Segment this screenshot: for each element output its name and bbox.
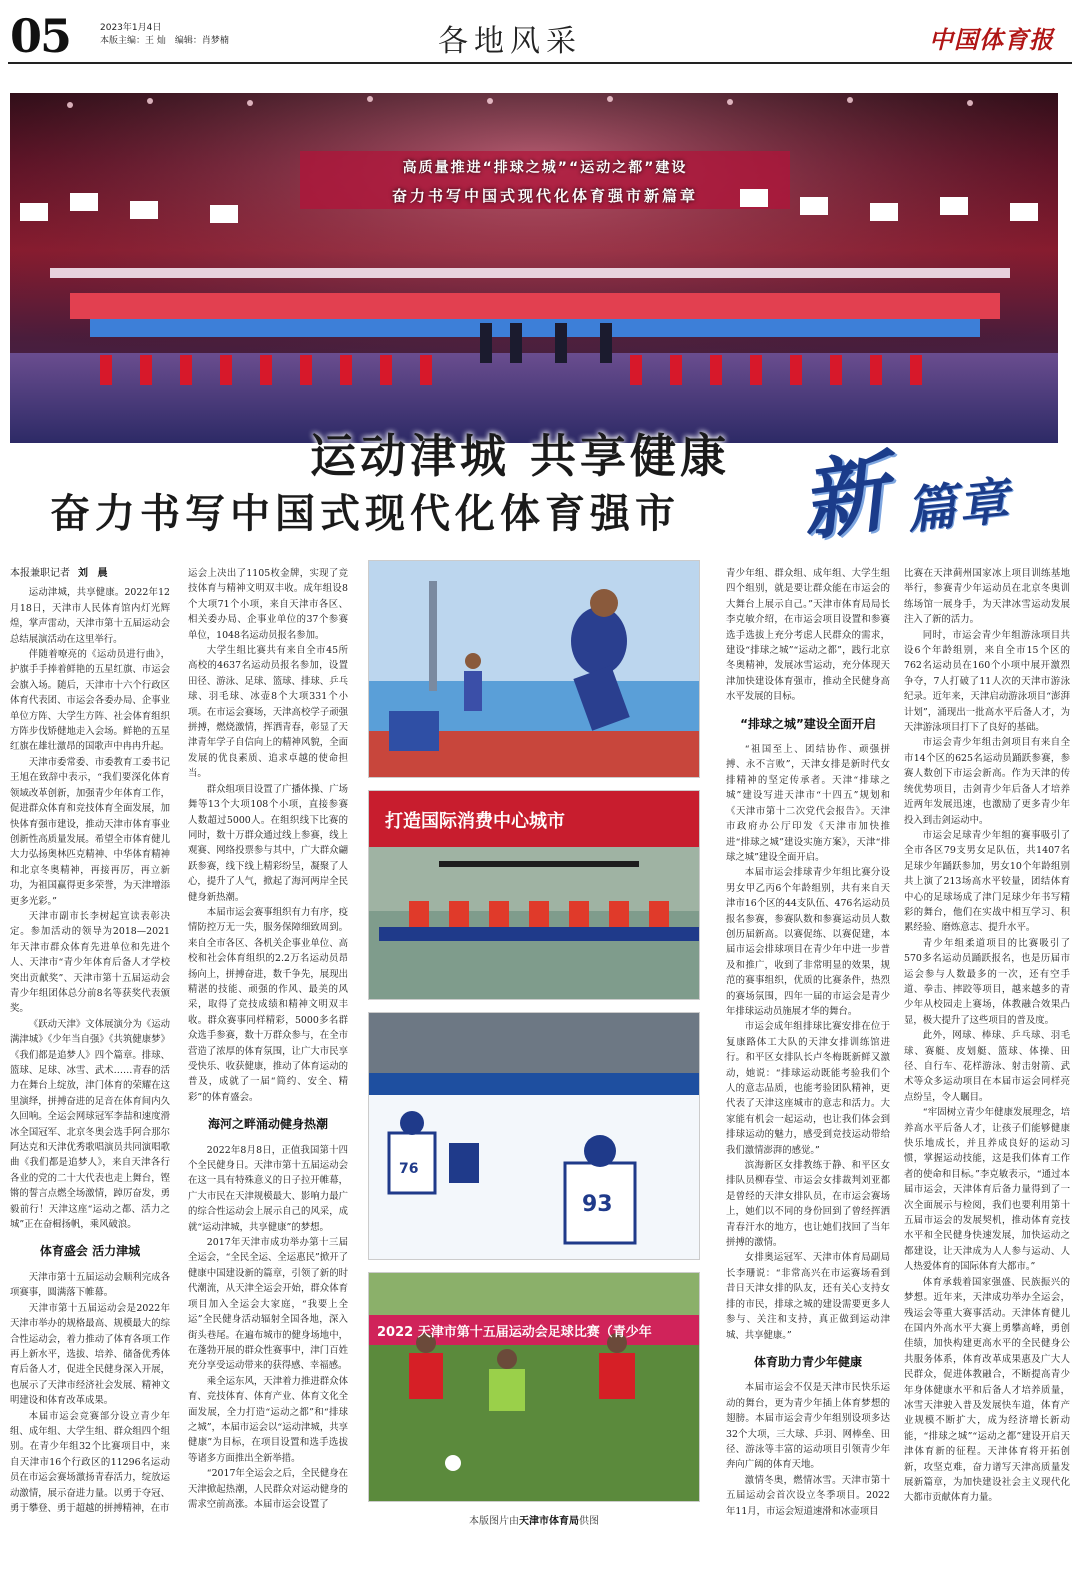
photo-football-banner: 2022 天津市第十五届运动会足球比赛（青少年 <box>377 1325 652 1340</box>
hero-banner <box>310 157 780 206</box>
photo-hockey-jersey-b: 93 <box>582 1192 613 1217</box>
headline-sub: 奋力书写中国式现代化体育强市 <box>50 491 680 537</box>
paragraph: “祖国至上、团结协作、顽强拼搏、永不言败”，天津女排是新时代女排精神的坚定传承者。天津“排球之城”建设写进天津市“十四五”规划和《天津市第十二次党代会报告》。天津市政府办公厅印发《天津市加快推进“排球之城”建设实施方案》，天津“排球之城”建设全面开启。 <box>726 744 890 863</box>
paragraph: “牢固树立青少年健康发展理念，培养高水平后备人才，让孩子们能够健康快乐地成长，并且养成良好的运动习惯，掌握运动技能，这是我们体育工作者的使命和目标。”李克敏表示，“通过本届市运会，天津体育后备力量得到了一次全面展示与检阅，我们也要利用第十五届市运会的发展契机，推动体育竞技水平和全民健身快速发展，加快运动之都建设，让天津成为人人参与运动、人人热爱体育的国际体育大都市。” <box>904 1107 1070 1273</box>
photo-ice-hockey-scene <box>369 1013 700 1260</box>
hero-photo <box>10 93 1058 443</box>
issue-editors: 本版主编：王 灿 编辑：肖梦楠 <box>100 36 229 46</box>
paragraph: 市运会成年组排球比赛安排在位于复康路体工大队的天津女排训练馆进行。和平区女排队长卢冬梅既新鲜又激动，她说：“排球运动既能考验我们个人的意志品质，也能考验团队精神，更代表了天津这座城市的意志和活力。大家能有机会一起运动，也让我们体会到排球运动的魅力，感受到竞技运动带给我们激情澎湃的感觉。” <box>726 1021 890 1156</box>
paragraph: 大学生组比赛共有来自全市45所高校的4637名运动员报名参加，设置田径、游泳、足球、篮球、排球、乒乓球、羽毛球、冰壶8个大项331个小项。在市运会赛场，天津高校学子顽强拼搏，燃烧激情，挥洒青春，彰显了天津青年学子自信向上的精神风貌，全面发展的优良素质、追求卓越的使命担当。 <box>188 645 348 780</box>
newspaper-logo: 中国体育报 <box>929 25 1054 54</box>
paragraph: 天津市副市长李树起宣读表彰决定。参加活动的领导为2018—2021年天津市群众体育先进单位和先进个人、天津市“青少年体育后备人才学校突出贡献奖”、天津市第十五届运动会青少年组团体总分前8名等获奖代表颁奖。 <box>10 910 170 1015</box>
paragraph: 激情冬奥，燃情冰雪。天津市第十五届运动会首次设立冬季项目。2022年11月，市运会短道速滑和冰壶项目 <box>726 1474 890 1517</box>
paragraph: 市运会青少年组击剑项目有来自全市14个区的625名运动员踊跃参赛，参赛人数创下市运会新高。作为天津的传统优势项目，击剑青少年后备人才培养近两年发展迅速，也激励了更多青少年投入到击剑运动中。 <box>904 737 1070 826</box>
hero-scene <box>10 93 1058 443</box>
photo-dragon-boat <box>368 790 700 1000</box>
paragraph: 《跃动天津》文体展演分为《运动满津城》《少年当自强》《共筑健康梦》《我们都是追梦人》四个篇章。排球、篮球、足球、冰雪、武术……青春的活力在舞台上绽放，津门体育的荣耀在这里演绎，拼搏奋进的足音在体育间内久久回响。全运会网球冠军李喆和速度滑冰全国冠军、北京冬奥会选手阿合那尔阿达克和天津优秀歌唱演员共同演唱歌曲《我们都是追梦人》，来自天津各行各业的党的二十大代表也走上舞台，铿锵的誓言点燃全场激情，踔厉奋发，勇毅前行！天津这座“运动之都、活力之城”正在奋楫扬帆，乘风破浪。 <box>10 1018 170 1231</box>
paragraph: 本届市运会赛事组织有力有序，疫情防控万无一失，服务保障细致周到。来自全市各区、各机关企事业单位、高校和社会体育组织的2.2万名运动员昂扬向上，拼搏奋进，数千争先，展现出精湛的技能、顽强的作风、最美的风采，取得了竞技成绩和精神文明双丰收。群众赛事同样精彩，5000多名群众选手参赛，数十万群众参与，在全市营造了浓厚的体育氛围，让广大市民享受快乐、收获健康，推动了体育运动的普及，成就了一届“简约、安全、精彩”的体育盛会。 <box>188 906 348 1103</box>
byline-author: 刘 晨 <box>78 568 111 579</box>
paragraph: 青少年组、群众组、成年组、大学生组四个组别，就是要让群众能在市运会的大舞台上展示自己。”天津市体育局局长李克敏介绍，在市运会项目设置和参赛选手选拔上充分考虑人民群众的需求，建设“排球之城”“运动之都”，践行北京冬奥精神，发展冰雪运动，充分体现天津加快建设体育强市，推动全民健身高水平发展的目标。 <box>726 568 890 703</box>
photo-relay-scene <box>369 561 700 778</box>
headline-art-char: 新 <box>794 441 894 554</box>
paragraph: 此外，网球、棒球、乒乓球、羽毛球、赛艇、皮划艇、篮球、体操、田径、自行车、花样游泳、射击射箭、武术等众多运动项目在本届市运会同样亮点纷呈，令人瞩目。 <box>904 1030 1070 1103</box>
hero-banner-line2: 奋力书写中国式现代化体育强市新篇章 <box>391 187 698 205</box>
paragraph: 本届市运会不仅是天津市民快乐运动的舞台，更为青少年插上体育梦想的翅膀。本届市运会青少年组别设项多达32个大项，三大球、乒羽、网棒垒、田径、游泳等丰富的运动项目引领青少年奔向广阔的体育天地。 <box>726 1382 890 1471</box>
subhead-3: “排球之城”建设全面开启 <box>740 716 876 731</box>
headline-art-calligraphy <box>794 428 1040 554</box>
issue-date: 2023年1月4日 <box>100 23 162 33</box>
caption-suffix: 供图 <box>579 1516 599 1527</box>
photo-hockey-jersey-a: 76 <box>399 1161 419 1177</box>
paragraph: 青少年组柔道项目的比赛吸引了570多名运动员踊跃报名，也是历届市运会参与人数最多的一次，还有空手道、拳击、摔跤等项目，越来越多的青少年从校园走上赛场，体教融合效果凸显，极大提升了这些项目的普及度。 <box>904 937 1070 1026</box>
paragraph: “2017年全运会之后，全民健身在天津掀起热潮，人民群众对运动健身的需求空前高涨。本届市运会设置了 <box>188 1468 348 1510</box>
byline-label: 本报兼职记者 <box>10 568 70 579</box>
caption-source: 天津市体育局 <box>519 1516 579 1527</box>
article-column-4 <box>904 566 1070 1576</box>
paragraph: 天津市第十五届运动会是2022年天津市举办的规格最高、规模最大的综合性运动会，着力推动了体育各项工作再上新水平，选拔、培养、储备优秀体育后备人才，促进全民健身深入开展，也展示了天津市经济社会发展、精神文明建设和体育改革成果。 <box>10 1302 170 1407</box>
caption-prefix: 本版图片由 <box>469 1516 519 1527</box>
paragraph: 运会上决出了1105枚金牌，实现了竞技体育与精神文明双丰收。成年组设8个大项71个小项，来自天津市各区、相关委办局、企事业单位的37个参赛单位，1048名运动员报名参加。 <box>188 568 348 641</box>
photo-credit <box>368 1512 700 1527</box>
paragraph: 天津市委常委、市委教育工委书记王旭在致辞中表示，“我们要深化体育领域改革创新，加强青少年体育工作，促进群众体育和竞技体育全面发展，加快体育强市建设，推动天津市体育事业创新性高质量发展。希望全市体育健儿大力弘扬奥林匹克精神、中华体育精神和北京冬奥精神，再接再厉，再立新功，为祖国赢得更多荣誉，为天津增添更多光彩。” <box>10 756 170 907</box>
article-column-2 <box>188 566 348 1576</box>
hero-banner-line1: 高质量推进“排球之城”“运动之都”建设 <box>402 160 688 176</box>
photo-football-scene <box>369 1273 700 1502</box>
paragraph: 群众组项目设置了广播体操、广场舞等13个大项108个小项，直接参赛人数超过5000人。在组织线下比赛的同时，数十万群众通过线上参赛，线上观赛、网络投票参与其中，广大群众翩跃参赛，线下线上精彩纷呈，凝聚了人心，提升了人气，掀起了海河两岸全民健身新热潮。 <box>188 783 348 903</box>
subhead-2: 海河之畔涌动健身热潮 <box>207 1117 328 1132</box>
section-title: 各地风采 <box>438 24 582 59</box>
photo-ice-hockey <box>368 1012 700 1260</box>
page-number: 05 <box>10 9 71 63</box>
photo-dragon-boat-banner: 打造国际消费中心城市 <box>385 811 565 832</box>
article-column-1 <box>10 566 170 1576</box>
paragraph: 市运会足球青少年组的赛事吸引了全市各区79支男女足队伍，共1407名足球少年踊跃参加，男女10个年龄组别共上演了213场高水平较量，团结体育中心的足球场成了津门足球少年书写精彩的舞台，他们在实战中相互学习、积累经验、磨炼意志、提升水平。 <box>904 829 1070 934</box>
byline <box>10 566 170 581</box>
paragraph: 女排奥运冠军、天津市体育局副局长李珊说：“非常高兴在市运赛场看到昔日天津女排的队友，还有关心支持女排的市民，排球之城的建设需要更多人参与、关注和支持，真正做到运动津城、共享健康。” <box>726 1252 890 1341</box>
headline-art-rest: 篇章 <box>903 470 1014 541</box>
paragraph: 伴随着嘹亮的《运动员进行曲》，护旗手手捧着鲜艳的五星红旗、市运会会旗入场。随后，天津市十六个行政区体育代表团、市运会各委办局、企事业单位方阵、大学生方阵、社会体育组织方阵步伐矫健地走入会场。鲜艳的五星红旗在雄壮激昂的国歌声中冉冉升起。 <box>10 649 170 753</box>
paragraph: 滨海新区女排教练于静、和平区女排队员柳春莹、市运会女排裁判刘亚都是曾经的天津女排队员，在市运会赛场上，她们以不同的身份回到了曾经挥洒青春汗水的地方，也让她们找回了当年拼搏的激情。 <box>726 1160 890 1249</box>
photo-dragon-boat-scene <box>369 791 700 1000</box>
paragraph: 体育承载着国家强盛、民族振兴的梦想。近年来，天津成功举办全运会，残运会等重大赛事活动。天津体育健儿在国内外高水平大赛上勇攀高峰，勇创佳绩，加快构建更高水平的全民健身公共服务体系，体育改革成果惠及广大人民群众，促进体教融合，不断提高青少年身体健康水平和后备人才培养质量，冰雪天津驶入普及发展快车道，体育产业规模不断扩大，成为经济增长新动能，“排球之城”“运动之都”建设开启天津体育新的征程。天津体育将开拓创新，攻坚克难，奋力谱写天津高质量发展新篇章，为加快建设社会主义现代化大都市贡献体育力量。 <box>904 1276 1070 1504</box>
photo-youth-football <box>368 1272 700 1502</box>
article-column-3 <box>726 566 890 1576</box>
paragraph: 天津市第十五届运动会顺利完成各项赛事，圆满落下帷幕。 <box>10 1271 170 1299</box>
issue-meta <box>100 22 229 48</box>
paragraph: 同时，市运会青少年组游泳项目共设6个年龄组别，来自全市15个区的762名运动员在160个小项中展开激烈争夺，7人打破了11人次的天津市游泳纪录。近年来，天津启动游泳项目“澎湃计划”，涌现出一批高水平后备人才，为天津游泳项目打下了良好的基础。 <box>904 629 1070 734</box>
subhead-1: 体育盛会 活力津城 <box>39 1244 141 1259</box>
paragraph: 2022年8月8日，正值我国第十四个全民健身日。天津市第十五届运动会在这一具有特殊意义的日子拉开帷幕，广大市民在天津规模最大、影响力最广的综合性运动会上展示自己的风采，成就“运动津城，共享健康”的梦想。 <box>188 1144 348 1233</box>
paragraph: 运动津城，共享健康。2022年12月18日，天津市人民体育馆内灯光辉煌，掌声雷动，天津市第十五届运动会总结展演活动在这里举行。 <box>10 587 170 645</box>
headline-main: 运动津城 共享健康 <box>310 429 731 483</box>
paragraph: 本届市运会竞赛部分设立青少年组、成年组、大学生组、群众组四个组别。在青少年组32个比赛项目中，来自天津市16个行政区的11296名运动员在市运会赛场激扬青春活力，绽放运动激情，展示奋进力量。以勇于夺冠、勇于攀登、勇于超越的拼搏精神，在市 <box>10 1410 170 1514</box>
subhead-4: 体育助力青少年健康 <box>753 1354 862 1369</box>
paragraph: 本届市运会排球青少年组比赛分设男女甲乙丙6个年龄组别，共有来自天津市16个区的44支队伍、476名运动员报名参赛，参赛队数和参赛运动员人数创历届新高。以赛促练、以赛促建，本届市运会排球项目在青少年中进一步普及和推广，收到了非常明显的效果，规范的赛事组织，优质的比赛条件，热烈的赛场氛围，四年一届的市运会是青少年排球运动员施展才华的舞台。 <box>726 867 890 1017</box>
paragraph: 乘全运东风，天津着力推进群众体育、竞技体育、体育产业、体育文化全面发展，全力打造“运动之都”和“排球之城”，本届市运会以“运动津城，共享健康”为目标，在项目设置和选手选拔等诸多方面推出全新举措。 <box>188 1375 348 1464</box>
masthead <box>8 10 1072 64</box>
paragraph: 比赛在天津蓟州国家冰上项目训练基地举行，参赛青少年运动员在北京冬奥训练场馆一展身手，为天津冰雪运动发展注入了新的活力。 <box>904 568 1070 626</box>
paragraph: 2017年天津市成功举办第十三届全运会，“全民全运、全运惠民”掀开了健康中国建设新的篇章，引领了新的时代潮流，从天津全运会开始，群众体育项目加入全运会大家庭，“我要上全运”全民健身活动辐射全国各地，深入街头巷尾。在遍布城市的健身场地中，在蓬勃开展的群众性赛事中，津门百姓充分享受运动带来的获得感、幸福感。 <box>188 1237 348 1372</box>
photo-relay-race <box>368 560 700 778</box>
